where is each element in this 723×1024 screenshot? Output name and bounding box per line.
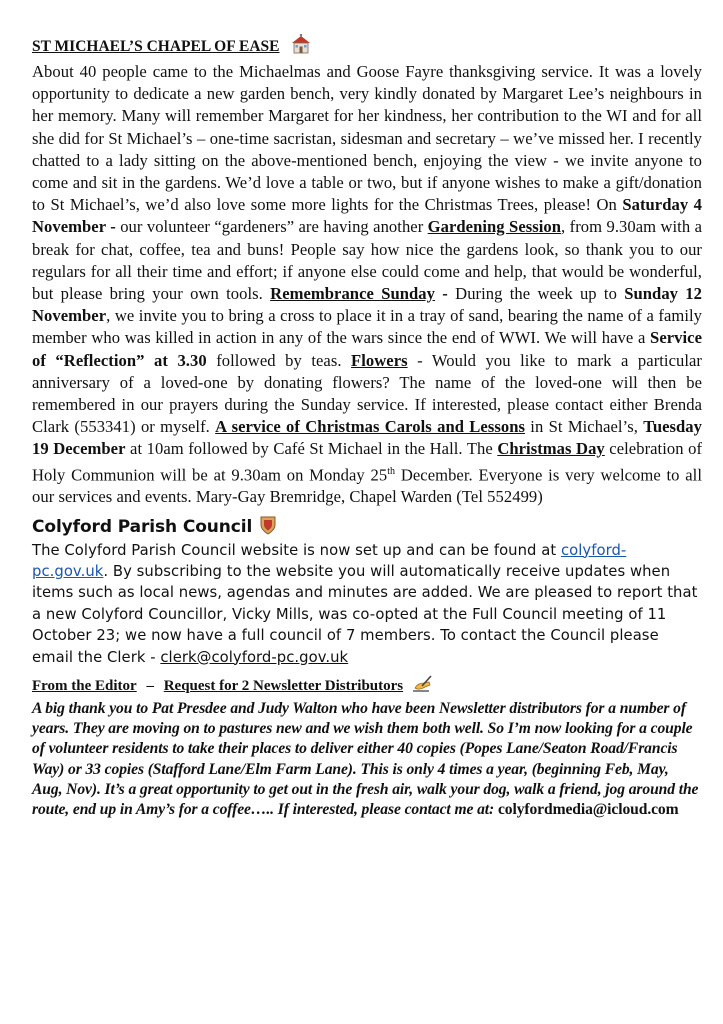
chapel-text: - Would you like to mark a particular anniversary of a loved-one by donating flowers? The name of the loved-one will then be remembered in our prayers during the Sunday service. If interested, please contact either Brenda Clark (553341) or myself. — [32, 350, 703, 437]
editor-email[interactable]: colyfordmedia@icloud.com — [497, 801, 679, 819]
carols-heading: A service of Christmas Carols and Lessons — [215, 417, 525, 437]
chapel-dash: - — [435, 284, 448, 304]
chapel-text: followed by teas. — [206, 350, 352, 370]
editor-body — [32, 699, 702, 820]
newsletter-page — [32, 34, 702, 820]
chapel-text: , we invite you to bring a cross to place it in a tray of sand, bearing the name of a family member who was killed in action in any of the wars since the end of WWI. We will have a — [32, 306, 702, 348]
editor-title: From the Editor — [32, 678, 137, 695]
chapel-text: December. Everyone is very welcome to all our services and events. Mary-Gay Bremridge, Chapel Warden (Tel 552499) — [32, 465, 702, 507]
remembrance-heading: Remembrance Sunday — [270, 284, 436, 304]
council-text: . By subscribing to the website you will automatically receive updates when items such as local news, agendas and minutes are added. We are pleased to report that a new Colyford Councillor, Vicky Mills, was co-opted at the Full Council meeting of 11 October 23; we now have a full council of 7 members. To contact the Council please email the Clerk - — [32, 563, 698, 666]
editor-heading — [32, 674, 702, 699]
chapel-heading — [32, 34, 702, 59]
chapel-body — [32, 61, 702, 509]
chapel-text: , from 9.30am with a break for chat, coffee, tea and buns! People say how nice the gardens look, so thank you to our regulars for all their time and effort; if anyone else could come and help, that would be wonderful, but please bring your own tools. — [32, 217, 702, 304]
chapel-text: our volunteer “gardeners” are having another — [115, 217, 428, 237]
chapel-date-gardening: Saturday 4 November - — [32, 195, 702, 237]
chapel-text: About 40 people came to the Michaelmas and Goose Fayre thanksgiving service. It was a lovely opportunity to dedicate a new garden bench, very kindly donated by Margaret Lee’s neighbours in her memory. Many will remember Margaret for her kindness, her contribution to the WI and for all she did for St Michael’s – one-time sacristan, sidesman and secretary – we’ve missed her. I recently chatted to a lady sitting on the above-mentioned bench, enjoying the view - we invite anyone to come and sit in the gardens. We’d love a table or two, but if anyone wishes to make a gift/donation to St Michael’s, we’d also love some more lights for the Christmas Trees, please! On — [32, 62, 702, 215]
chapel-text: in St Michael’s, — [524, 417, 644, 437]
editor-request-title: Request for 2 Newsletter Distributors — [163, 678, 404, 695]
ordinal-suffix: th — [387, 465, 396, 477]
christmas-day-heading: Christmas Day — [497, 439, 605, 459]
chapel-date-remembrance: Sunday 12 November — [32, 284, 703, 326]
writing-hand-icon — [409, 674, 433, 699]
chapel-text: During the week up to — [447, 284, 625, 304]
council-website-link[interactable]: colyford-pc.gov.uk — [32, 541, 627, 580]
council-title: Colyford Parish Council — [32, 517, 253, 538]
council-heading — [32, 515, 702, 540]
council-body — [32, 540, 702, 668]
editor-text: A big thank you to Pat Presdee and Judy Walton who have been Newsletter distributors for a number of years. They are moving on to pastures new and we wish them both well. So I’m now looking for a couple of volunteer residents to take their places to deliver either 40 copies (Popes Lane/Seaton Road/Francis Way) or 33 copies (Stafford Lane/Elm Farm Lane). This is only 4 times a year, (beginning Feb, May, Aug, Nov). It’s a great opportunity to get out in the fresh air, walk your dog, walk a friend, jog around the route, end up in Amy’s for a coffee….. If interested, please contact me at: — [32, 700, 699, 819]
chapel-text: at 10am followed by Café St Michael in the Hall. The — [125, 439, 498, 459]
shield-crest-icon — [260, 515, 276, 540]
chapel-icon — [290, 34, 312, 59]
chapel-date-carols: Tuesday 19 December — [32, 417, 703, 459]
reflection-service: Service of “Reflection” at 3.30 — [32, 328, 702, 370]
chapel-text: celebration of Holy Communion will be at 9.30am on Monday 25 — [32, 439, 703, 485]
clerk-email-link[interactable]: clerk@colyford-pc.gov.uk — [160, 648, 349, 666]
gardening-session-heading: Gardening Session — [427, 217, 562, 237]
chapel-title: ST MICHAEL’S CHAPEL OF EASE — [32, 37, 280, 55]
council-text: The Colyford Parish Council website is now set up and can be found at — [32, 541, 561, 559]
flowers-heading: Flowers — [351, 350, 408, 370]
editor-title-separator: – — [142, 678, 158, 695]
